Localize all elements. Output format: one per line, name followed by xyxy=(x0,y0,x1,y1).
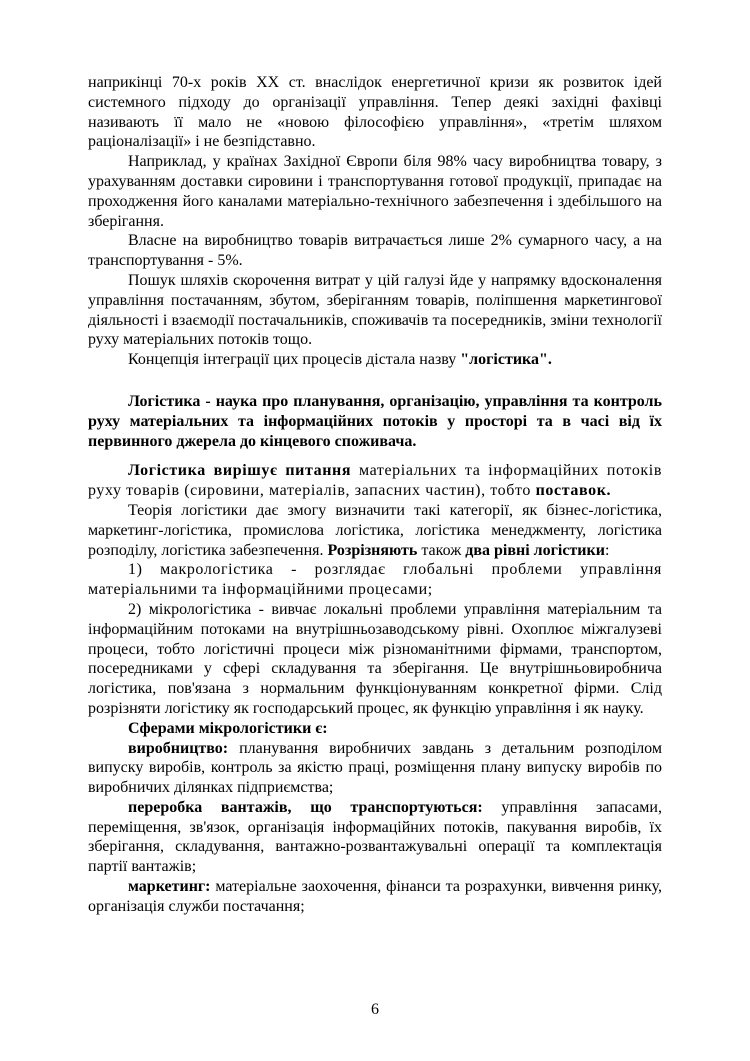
definition-logistics: Логістика - наука про планування, організацію, управління та контроль руху матеріальних та інформаційних потоків у просторі та в часі від їх первинного джерела до кінцевого споживача. xyxy=(88,392,662,450)
issues-lead: Логістика вирішує питання xyxy=(128,462,352,480)
sphere-marketing-term: маркетинг: xyxy=(128,878,211,896)
concept-term: "логістика". xyxy=(460,351,552,369)
spheres-heading: Сферами мікрологістики є: xyxy=(128,719,328,737)
theory-distinguish: Розрізняють xyxy=(327,541,418,559)
theory-colon: : xyxy=(604,541,610,559)
sphere-cargo-term: переробка вантажів, що транспортуються: xyxy=(128,798,483,816)
sphere-production xyxy=(88,739,662,798)
paragraph-cost-reduction: Пошук шляхів скорочення витрат у цій галузі йде у напрямку вдосконалення управління постачанням, збутом, зберіганням товарів, поліпшення маркетингової діяльності і взаємодії постачальників, споживачів та посередників, зміни технології руху матеріальних потоків тощо. xyxy=(88,271,662,349)
page-number: 6 xyxy=(371,1001,379,1018)
sphere-cargo-processing xyxy=(88,798,662,877)
heading-micrologistics-spheres xyxy=(88,719,662,739)
spacer xyxy=(88,370,662,392)
theory-also: також xyxy=(417,541,466,559)
theory-text: Теорія логістики дає змогу визначити такі категорії, як бізнес-логістика, маркетинг-логістика, промислова логістика, логістика менеджменту, логістика розподілу, логістика забезпечення. xyxy=(88,501,662,559)
list-item-micrologistics: 2) мікрологістика - вивчає локальні проблеми управління матеріальним та інформаційним потоками на внутрішньозаводському рівні. Охоплює міжгалузеві процеси, тобто логістичні процеси між різноманітними фірмами, транспортом, посередниками у сфері складування та зберігання. Це внутрішньовиробнича логістика, пов'язана з нормальним функціонуванням конкретної фірми. Слід розрізняти логістику як господарський процес, як функцію управління і як науку. xyxy=(88,600,662,717)
paragraph-production-time: Власне на виробництво товарів витрачається лише 2% сумарного часу, а на транспортування - 5%. xyxy=(88,232,662,270)
paragraph-logistics-theory xyxy=(88,501,662,560)
paragraph-logistics-issues xyxy=(88,461,662,501)
page-body xyxy=(88,73,662,917)
issues-term: поставок. xyxy=(535,482,612,500)
paragraph-continuation: наприкінці 70-х років XX ст. внаслідок енергетичної кризи як розвиток ідей системного підходу до організації управління. Тепер деякі західні фахівці називають її мало не «новою філософією управління», «третім шляхом раціоналізації» і не безпідставно. xyxy=(88,74,662,151)
paragraph-concept xyxy=(88,350,662,370)
sphere-production-term: виробництво: xyxy=(128,739,229,757)
theory-two-levels: два рівні логістики xyxy=(465,541,605,559)
sphere-production-text: планування виробничих завдань з детальним розподілом випуску виробів, контроль за якістю праці, розміщення плану випуску виробів по виробничих ділянках підприємства; xyxy=(88,739,662,797)
paragraph-europe-example: Наприклад, у країнах Західної Європи біля 98% часу виробництва товару, з урахуванням доставки сировини і транспортування готової продукції, припадає на проходження його каналами матеріально-технічного забезпечення і здебільшого на зберігання. xyxy=(88,153,662,230)
spacer xyxy=(88,451,662,461)
concept-text: Концепція інтеграції цих процесів дістала назву xyxy=(128,351,461,369)
sphere-cargo-text: управління запасами, переміщення, зв'язок, організація інформаційних потоків, пакування виробів, їх зберігання, складування, вантажно-розвантажувальні операції та комплектація партії вантажів; xyxy=(88,798,662,876)
sphere-marketing-text: матеріальне заохочення, фінанси та розрахунки, вивчення ринку, організація служби постачання; xyxy=(88,878,662,915)
sphere-marketing xyxy=(88,877,662,917)
issues-text: матеріальних та інформаційних потоків руху товарів (сировини, матеріалів, запасних частин), тобто xyxy=(88,462,662,500)
list-item-macrologistics: 1) макрологістика - розглядає глобальні проблеми управління матеріальними та інформаційними процесами; xyxy=(88,561,662,599)
